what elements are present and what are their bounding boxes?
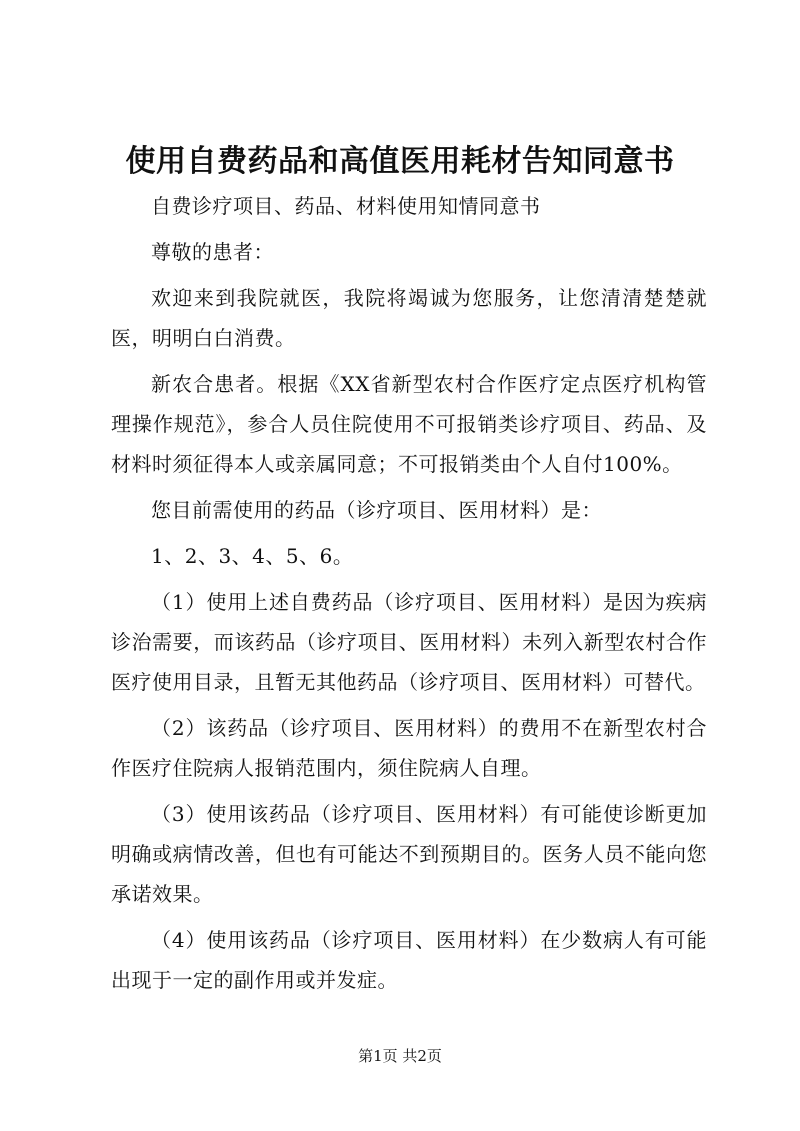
paragraph-clause-1: （1）使用上述自费药品（诊疗项目、医用材料）是因为疾病诊治需要，而该药品（诊疗项目、医用材料）未列入新型农村合作医疗使用目录，且暂无其他药品（诊疗项目、医用材料）可替代。 [111, 590, 707, 694]
paragraph-subtitle: 自费诊疗项目、药品、材料使用知情同意书 [151, 194, 541, 218]
paragraph-current-medication: 您目前需使用的药品（诊疗项目、医用材料）是： [151, 498, 602, 522]
paragraph-item-list: 1、2、3、4、5、6。 [151, 544, 354, 568]
paragraph-salutation: 尊敬的患者： [151, 240, 274, 264]
paragraph-clause-3: （3）使用该药品（诊疗项目、医用材料）有可能使诊断更加明确或病情改善，但也有可能达不到预期目的。医务人员不能向您承诺效果。 [111, 802, 707, 906]
paragraph-clause-4: （4）使用该药品（诊疗项目、医用材料）在少数病人有可能出现于一定的副作用或并发症。 [111, 928, 707, 992]
page-footer: 第1页 共2页 [358, 1047, 442, 1065]
document-title: 使用自费药品和高值医用耗材告知同意书 [125, 144, 675, 179]
paragraph-welcome: 欢迎来到我院就医，我院将竭诚为您服务，让您清清楚楚就医，明明白白消费。 [111, 286, 707, 350]
paragraph-regulation: 新农合患者。根据《XX省新型农村合作医疗定点医疗机构管理操作规范》，参合人员住院使用不可报销类诊疗项目、药品、及材料时须征得本人或亲属同意；不可报销类由个人自付100%。 [111, 372, 707, 476]
paragraph-clause-2: （2）该药品（诊疗项目、医用材料）的费用不在新型农村合作医疗住院病人报销范围内，须住院病人自理。 [111, 716, 707, 780]
document-body [111, 186, 707, 1006]
